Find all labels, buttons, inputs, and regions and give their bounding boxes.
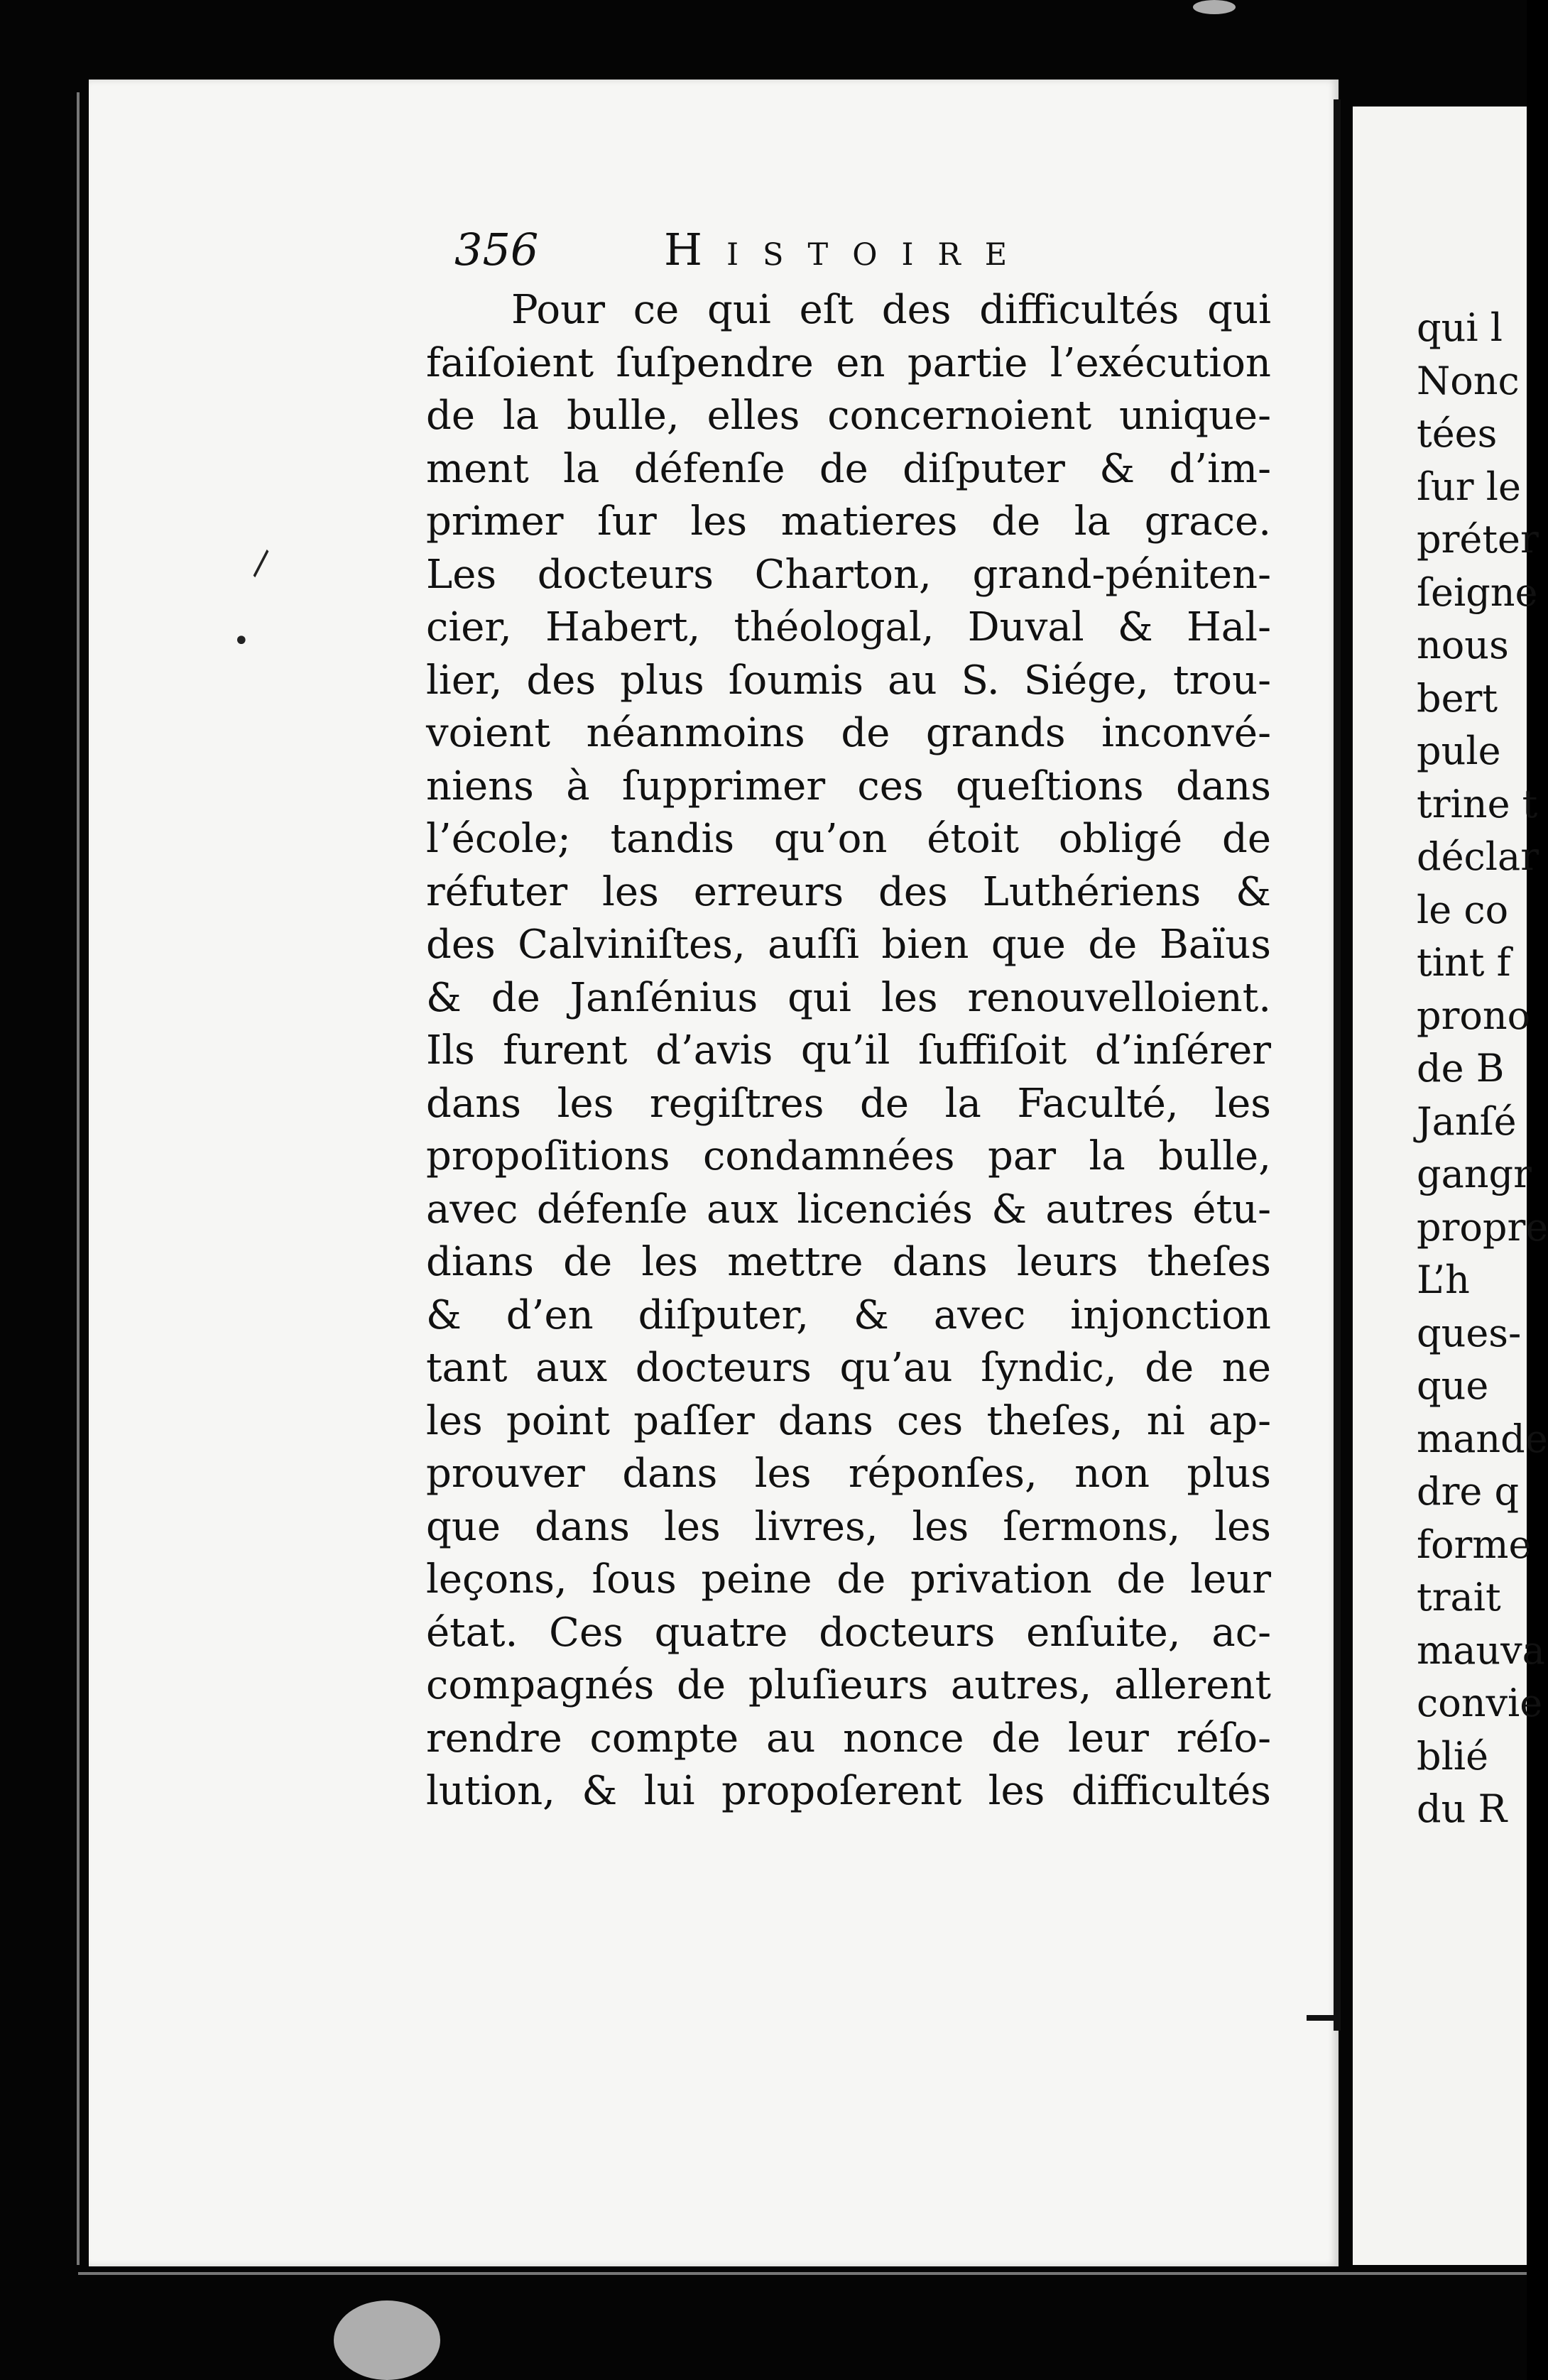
- body-text: [426, 284, 1271, 1903]
- facing-text-line: le co: [1417, 887, 1509, 932]
- facing-text-line: convie: [1417, 1681, 1543, 1725]
- facing-text-line: pule: [1417, 728, 1501, 773]
- facing-text-line: qui l: [1417, 305, 1503, 350]
- text-line: dans les regiſtres de la Faculté, les: [426, 1080, 1271, 1127]
- text-line: primer ſur les matieres de la grace.: [426, 498, 1271, 545]
- facing-text-line: mauva: [1417, 1627, 1545, 1673]
- text-line: & de Janſénius qui les renouvelloient.: [426, 974, 1271, 1021]
- text-line: rendre compte au nonce de leur réſo-: [426, 1715, 1271, 1762]
- scan-smudge: [1193, 0, 1236, 14]
- bottom-edge-line: [78, 2272, 1527, 2275]
- text-line: état. Ces quatre docteurs enſuite, ac-: [426, 1609, 1271, 1656]
- page-header-title: Histoire: [664, 224, 1032, 275]
- text-line: Ils furent d’avis qu’il ſuffiſoit d’inſérer: [426, 1027, 1271, 1074]
- facing-text-line: tées: [1417, 411, 1498, 456]
- facing-text-line: L’h: [1417, 1257, 1470, 1302]
- text-line: propoſitions condamnées par la bulle,: [426, 1133, 1271, 1179]
- text-line: prouver dans les réponſes, non plus: [426, 1451, 1271, 1497]
- facing-text-line: ſur le: [1417, 464, 1521, 509]
- facing-text-line: forme: [1417, 1522, 1532, 1567]
- text-line: niens à ſupprimer ces queſtions dans: [426, 763, 1271, 809]
- text-line: Pour ce qui eſt des difficultés qui: [511, 287, 1271, 333]
- text-line: compagnés de pluſieurs autres, allerent: [426, 1662, 1271, 1708]
- text-line: l’école; tandis qu’on étoit obligé de: [426, 816, 1271, 862]
- margin-tick-mark: \: [243, 545, 280, 582]
- facing-text-line: prono: [1417, 993, 1531, 1038]
- text-line: dians de les mettre dans leurs theſes: [426, 1239, 1271, 1285]
- text-line: les point paſſer dans ces theſes, ni ap-: [426, 1397, 1271, 1444]
- gutter-notch: [1307, 2015, 1335, 2021]
- facing-text-line: que: [1417, 1363, 1489, 1408]
- facing-text-line: tint f: [1417, 940, 1511, 985]
- facing-text-line: ques-: [1417, 1310, 1522, 1355]
- facing-page-text: [1417, 302, 1548, 1892]
- running-head: [454, 224, 1307, 280]
- facing-text-line: ſeigne: [1417, 569, 1538, 615]
- text-line: & d’en diſputer, & avec injonction: [426, 1292, 1271, 1338]
- facing-text-line: bert: [1417, 675, 1498, 721]
- text-line: leçons, ſous peine de privation de leur: [426, 1556, 1271, 1603]
- text-line: Les docteurs Charton, grand-péniten-: [426, 551, 1271, 598]
- facing-text-line: trine t: [1417, 781, 1538, 826]
- binding-edge-line: [77, 92, 80, 2265]
- facing-text-line: blié: [1417, 1733, 1489, 1779]
- text-line: voient néanmoins de grands inconvé-: [426, 710, 1271, 756]
- facing-text-line: gangr: [1417, 1152, 1532, 1196]
- text-line: réfuter les erreurs des Luthériens &: [426, 868, 1271, 915]
- page-gutter: [1334, 99, 1341, 2031]
- facing-text-line: trait: [1417, 1575, 1501, 1620]
- facing-text-line: Janſé: [1417, 1098, 1517, 1144]
- facing-text-line: préter: [1417, 517, 1539, 562]
- text-line: lution, & lui propoſerent les difficultés: [426, 1768, 1271, 1814]
- margin-dot-mark: •: [233, 625, 250, 657]
- facing-text-line: du R: [1417, 1786, 1508, 1831]
- text-line: tant aux docteurs qu’au ſyndic, de ne: [426, 1345, 1271, 1391]
- text-line: ment la défenſe de diſputer & d’im-: [426, 445, 1271, 492]
- text-line: de la bulle, elles concernoient unique-: [426, 393, 1271, 439]
- text-line: des Calviniſtes, auſſi bien que de Baïus: [426, 922, 1271, 968]
- text-line: faiſoient ſuſpendre en partie l’exécution: [426, 339, 1271, 386]
- page-number: 356: [454, 224, 539, 275]
- text-line: lier, des plus ſoumis au S. Siége, trou-: [426, 657, 1271, 704]
- facing-text-line: nous: [1417, 623, 1509, 667]
- facing-text-line: dre q: [1417, 1469, 1520, 1514]
- facing-text-line: propre: [1417, 1204, 1548, 1250]
- facing-text-line: mande: [1417, 1416, 1548, 1461]
- facing-text-line: de B: [1417, 1046, 1505, 1091]
- scan-smudge: [334, 2300, 440, 2380]
- facing-text-line: Nonc: [1417, 358, 1520, 403]
- text-line: que dans les livres, les ſermons, les: [426, 1503, 1271, 1550]
- text-line: avec défenſe aux licenciés & autres étu-: [426, 1186, 1271, 1233]
- facing-text-line: déclar: [1417, 834, 1539, 879]
- text-line: cier, Habert, théologal, Duval & Hal-: [426, 604, 1271, 650]
